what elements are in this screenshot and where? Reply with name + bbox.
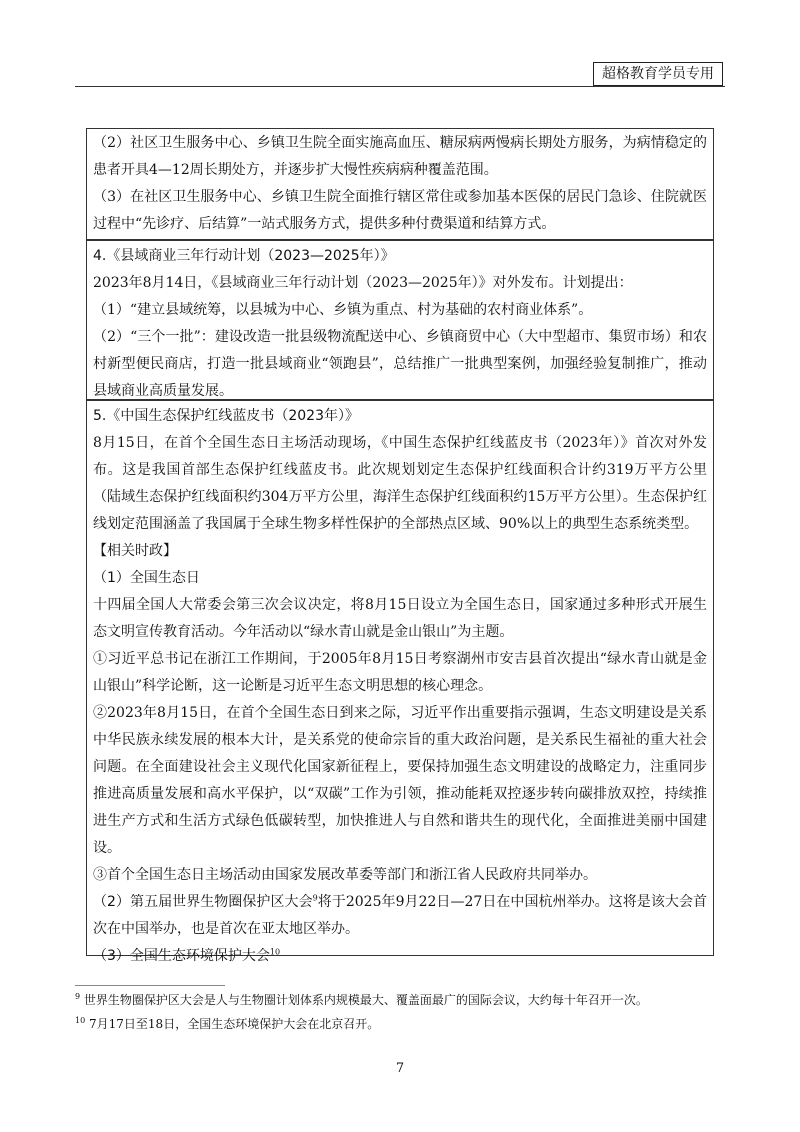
footnote-number: 9 (75, 992, 81, 1001)
paragraph: 十四届全国人大常委会第三次会议决定，将8月15日设立为全国生态日，国家通过多种形式开展生态文明宣传教育活动。今年活动以“绿水青山就是金山银山”为主题。 (93, 597, 707, 640)
paragraph: 8月15日，在首个全国生态日主场活动现场，《中国生态保护红线蓝皮书（2023年）》首次对外发布。这是我国首部生态保护红线蓝皮书。此次规划划定生态保护红线面积合计约319万平方公里（陆域生态保护红线面积约304万平方公里，海洋生态保护红线面积约15万平方公里）。生态保护红线划定范围涵盖了我国属于全球生物多样性保护的全部热点区域、90%以上的典型生态系统类型。 (93, 435, 707, 532)
paragraph (93, 943, 707, 970)
subheading: （1）全国生态日 (93, 570, 200, 586)
paragraph: 2023年8月14日，《县域商业三年行动计划（2023—2025年）》对外发布。计划提出： (93, 275, 633, 291)
paragraph: ②2023年8月15日，在首个全国生态日到来之际，习近平作出重要指示强调，生态文明建设是关系中华民族永续发展的根本大计，是关系党的使命宗旨的重大政治问题，是关系民生福祉的重大社会问题。在全面建设社会主义现代化国家新征程上，要保持加强生态文明建设的战略定力，注重同步推进高质量发展和高水平保护，以“双碳”工作为引领，推动能耗双控逐步转向碳排放双控，持续推进生产方式和生活方式绿色低碳转型，加快推进人与自然和谐共生的现代化，全面推进美丽中国建设。 (93, 705, 707, 856)
usage-stamp: 超格教育学员专用 (593, 62, 723, 86)
paragraph: ①习近平总书记在浙江工作期间，于2005年8月15日考察湖州市安吉县首次提出“绿水青山就是金山银山”科学论断，这一论断是习近平生态文明思想的核心理念。 (93, 651, 707, 694)
footnote-ref[interactable]: 10 (269, 947, 281, 957)
footnote-text: 7月17日至18日，全国生态环境保护大会在北京召开。 (89, 1017, 380, 1031)
footnote-number: 10 (75, 1016, 86, 1025)
paragraph: （2）“三个一批”：建设改造一批县级物流配送中心、乡镇商贸中心（大中型超市、集贸市场）和农村新型便民商店，打造一批县域商业“领跑县”，总结推广一批典型案例，加强经验复制推广，推动县域商业高质量发展。 (93, 329, 707, 399)
section-title: 5.《中国生态保护红线蓝皮书（2023年）》 (93, 408, 359, 424)
paragraph: （3）在社区卫生服务中心、乡镇卫生院全面推行辖区常住或参加基本医保的居民门急诊、住院就医过程中“先诊疗、后结算”一站式服务方式，提供多种付费渠道和结算方式。 (93, 189, 707, 232)
subheading: （2）第五届世界生物圈保护区大会 (93, 894, 313, 910)
header-rule (75, 86, 725, 87)
related-heading: 【相关时政】 (93, 543, 177, 559)
page-number: 7 (395, 1061, 405, 1076)
section-county-commerce (86, 240, 714, 400)
paragraph (93, 889, 707, 943)
section-title: 4.《县域商业三年行动计划（2023—2025年）》 (93, 248, 395, 264)
footnote (75, 1016, 735, 1032)
footnote-rule (75, 985, 225, 986)
footnote-ref[interactable]: 9 (312, 893, 318, 903)
section-health-services (86, 128, 714, 240)
subheading: （3）全国生态环境保护大会 (93, 948, 270, 964)
paragraph: ③首个全国生态日主场活动由国家发展改革委等部门和浙江省人民政府共同举办。 (93, 867, 597, 883)
paragraph: （2）社区卫生服务中心、乡镇卫生院全面实施高血压、糖尿病两慢病长期处方服务，为病情稳定的患者开具4—12周长期处方，并逐步扩大慢性疾病病种覆盖范围。 (93, 135, 707, 178)
paragraph-text: 将于2025年9月22日—27日在中国杭州举办。这将是该大会首次在中国举办，也是首次在亚太地区举办。 (93, 894, 707, 937)
footnote-text: 世界生物圈保护区大会是人与生物圈计划体系内规模最大、覆盖面最广的国际会议，大约每十年召开一次。 (83, 993, 648, 1007)
footnote (75, 992, 735, 1008)
paragraph: （1）“建立县域统筹，以县城为中心、乡镇为重点、村为基础的农村商业体系”。 (93, 302, 593, 318)
section-redline-bluebook (86, 400, 714, 964)
